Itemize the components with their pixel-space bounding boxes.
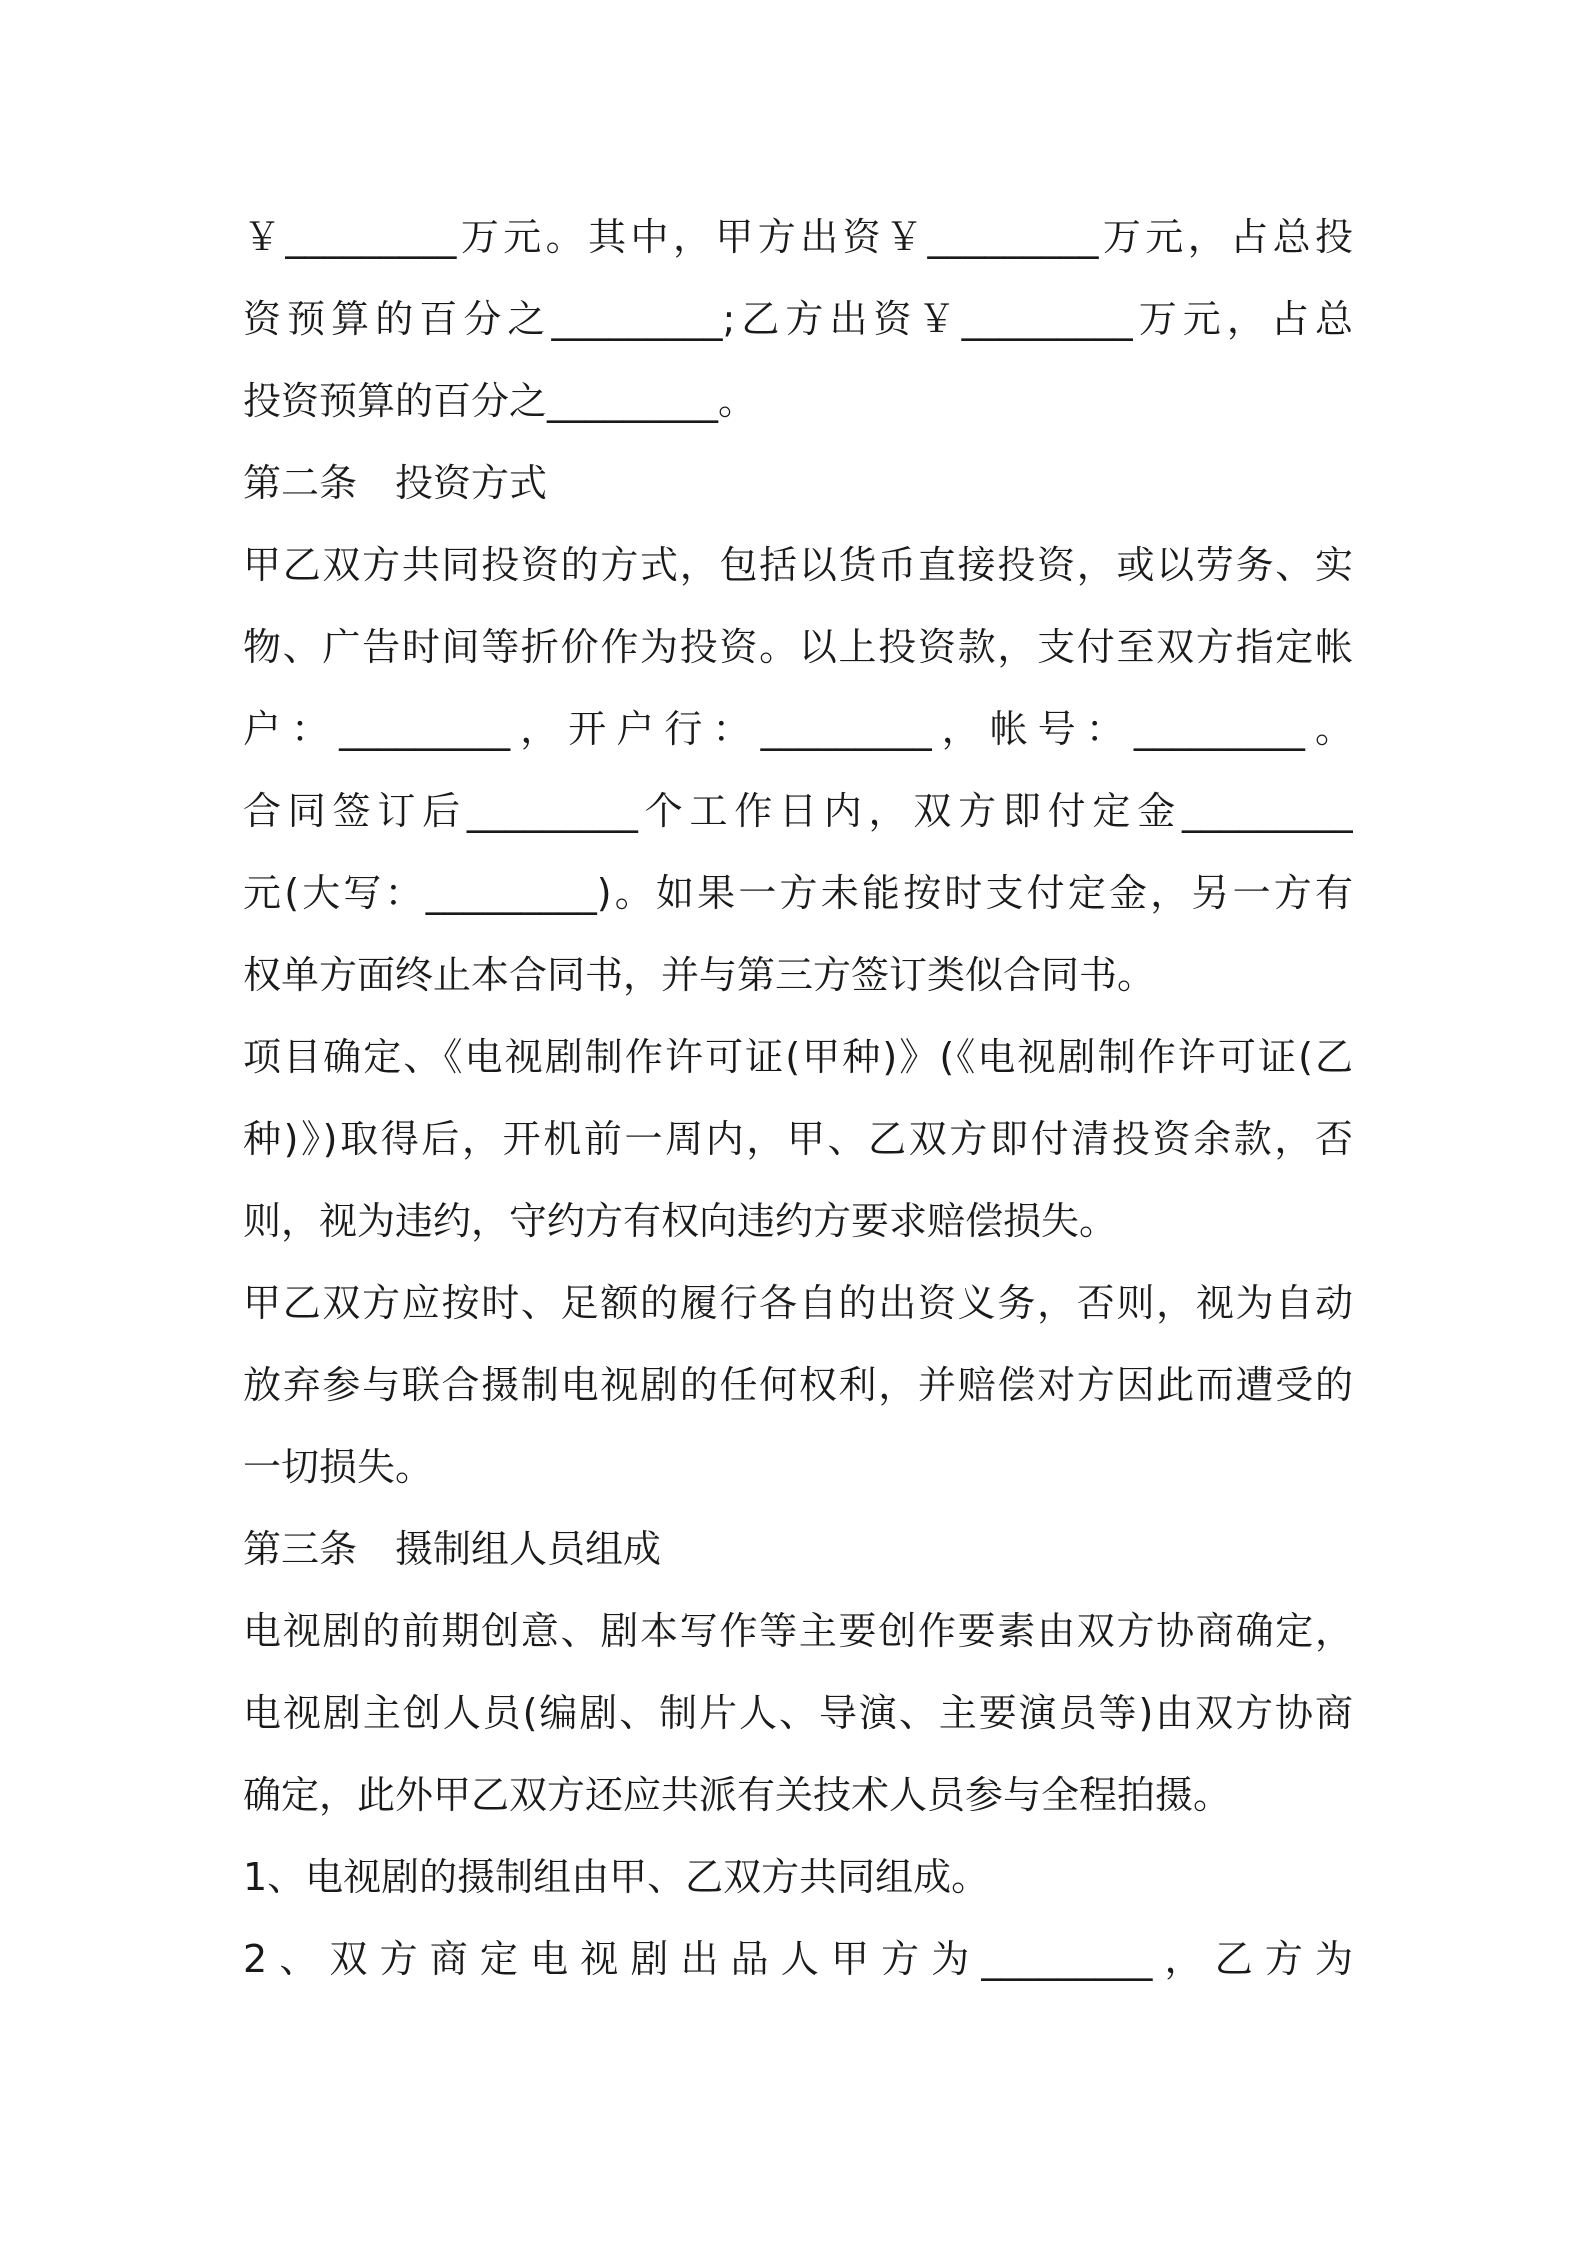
text-line: ￥_________万元。其中，甲方出资￥_________万元，占总投 (243, 215, 1353, 259)
section-heading: 第三条 摄制组人员组成 (243, 1527, 662, 1571)
text-line: 种)》)取得后，开机前一周内，甲、乙双方即付清投资余款，否 (243, 1117, 1353, 1161)
text-line: 甲乙双方应按时、足额的履行各自的出资义务，否则，视为自动 (243, 1281, 1353, 1325)
text-line: 户：_________，开户行：_________，帐号：_________。 (243, 707, 1353, 751)
text-line: 权单方面终止本合同书，并与第三方签订类似合同书。 (243, 953, 1156, 997)
list-item: 2、双方商定电视剧出品人甲方为_________，乙方为 (243, 1937, 1353, 1981)
document-page (243, 196, 1353, 2000)
text-line: 项目确定、《电视剧制作许可证(甲种)》(《电视剧制作许可证(乙 (243, 1035, 1353, 1079)
text-line: 确定，此外甲乙双方还应共派有关技术人员参与全程拍摄。 (243, 1773, 1232, 1817)
text-line: 电视剧主创人员(编剧、制片人、导演、主要演员等)由双方协商 (243, 1691, 1353, 1735)
text-line: 电视剧的前期创意、剧本写作等主要创作要素由双方协商确定， (243, 1609, 1353, 1653)
text-line: 资预算的百分之_________;乙方出资￥_________万元，占总 (243, 297, 1353, 341)
text-line: 合同签订后_________个工作日内，双方即付定金_________ (243, 789, 1353, 833)
text-line: 甲乙双方共同投资的方式，包括以货币直接投资，或以劳务、实 (243, 543, 1353, 587)
text-line: 投资预算的百分之_________。 (243, 379, 757, 423)
list-item: 1、电视剧的摄制组由甲、乙双方共同组成。 (243, 1855, 990, 1899)
text-line: 则，视为违约，守约方有权向违约方要求赔偿损失。 (243, 1199, 1118, 1243)
text-line: 放弃参与联合摄制电视剧的任何权利，并赔偿对方因此而遭受的 (243, 1363, 1353, 1407)
section-heading: 第二条 投资方式 (243, 461, 548, 505)
text-line: 物、广告时间等折价作为投资。以上投资款，支付至双方指定帐 (243, 625, 1353, 669)
text-line: 元(大写：_________)。如果一方未能按时支付定金，另一方有 (243, 871, 1353, 915)
text-line: 一切损失。 (243, 1445, 434, 1489)
